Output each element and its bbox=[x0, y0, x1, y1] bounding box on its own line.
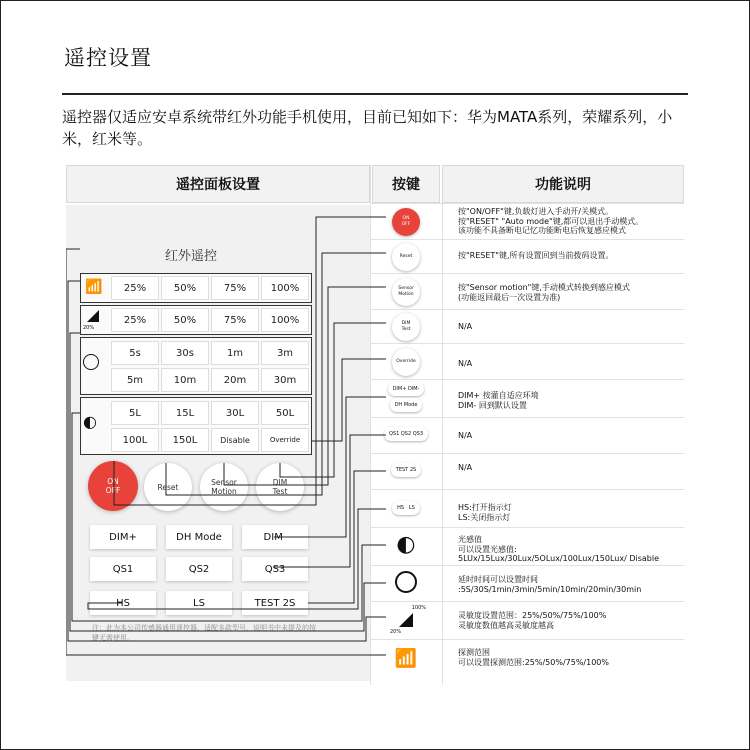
func-on-off: 按"ON/OFF"键,负载灯进入手动开/关模式。 按"RESET" "Auto mode"键,都可以退出手动模式。 该功能不具备断电记忆功能断电后恢复感应模式 bbox=[458, 207, 644, 235]
dim-test-label-1: DIM bbox=[272, 478, 288, 487]
sensitivity-group bbox=[80, 305, 312, 335]
reset-button[interactable] bbox=[144, 463, 192, 511]
test-key-pill: TEST 2S bbox=[391, 463, 421, 477]
hs-button[interactable]: HS bbox=[90, 591, 156, 615]
func-clock: 延时时间可以设置时间 :5S/30S/1min/3min/5min/10min/20min/30min bbox=[458, 575, 642, 594]
qs-key-pill: QS1 QS2 QS3 bbox=[384, 427, 428, 441]
range-75-button[interactable]: 75% bbox=[211, 276, 259, 300]
qs1-button[interactable]: QS1 bbox=[90, 557, 156, 581]
range-icon: 📶 bbox=[85, 279, 103, 295]
column-divider bbox=[370, 165, 371, 685]
lux-group bbox=[80, 397, 312, 455]
range-25-button[interactable]: 25% bbox=[111, 276, 159, 300]
sens-100-button[interactable]: 100% bbox=[261, 308, 309, 332]
func-range: 探测范围 可以设置探测范围:25%/50%/75%/100% bbox=[458, 648, 609, 667]
lux-key-icon: ◐ bbox=[396, 531, 416, 557]
on-off-label-2: OFF bbox=[105, 486, 121, 495]
override-key-icon: Override bbox=[392, 348, 420, 376]
lux-100-button[interactable]: 100L bbox=[111, 428, 159, 452]
sens-25-button[interactable]: 25% bbox=[111, 308, 159, 332]
lux-30-button[interactable]: 30L bbox=[211, 401, 259, 425]
dim-test-label-2: Test bbox=[272, 487, 288, 496]
on-off-button[interactable] bbox=[88, 461, 138, 511]
key-qs bbox=[374, 417, 438, 451]
func-dim: DIM+ 按灌自适应环境 DIM- 回到默认设置 bbox=[458, 391, 539, 410]
lux-5-button[interactable]: 5L bbox=[111, 401, 159, 425]
dim-key-pill: DIM+ DIM- bbox=[388, 382, 425, 396]
clock-key-icon bbox=[395, 571, 417, 593]
on-off-key-icon: ON OFF bbox=[392, 208, 420, 236]
hold-time-group bbox=[80, 337, 312, 395]
reset-key-icon: Reset bbox=[392, 243, 420, 271]
row-divider bbox=[370, 203, 684, 204]
lux-15-button[interactable]: 15L bbox=[161, 401, 209, 425]
time-1m-button[interactable]: 1m bbox=[211, 341, 259, 365]
sensitivity-icon bbox=[87, 310, 99, 322]
sensor-label-1: Sensor bbox=[211, 478, 237, 487]
remote-panel bbox=[66, 205, 370, 681]
key-sensitivity bbox=[374, 603, 438, 637]
sensor-label-2: Motion bbox=[211, 487, 237, 496]
test-2s-button[interactable]: TEST 2S bbox=[242, 591, 308, 615]
time-10m-button[interactable]: 10m bbox=[161, 368, 209, 392]
clock-icon bbox=[83, 354, 99, 370]
override-button[interactable]: Override bbox=[261, 428, 309, 452]
key-override bbox=[374, 345, 438, 379]
page-title: 遥控设置 bbox=[64, 46, 152, 70]
func-override: N/A bbox=[458, 359, 473, 368]
qs2-button[interactable]: QS2 bbox=[166, 557, 232, 581]
key-reset bbox=[374, 240, 438, 274]
lux-icon: ◐ bbox=[83, 412, 97, 431]
reset-label: Reset bbox=[157, 482, 179, 492]
time-30s-button[interactable]: 30s bbox=[161, 341, 209, 365]
sensor-key-icon: Sensor Motion bbox=[392, 278, 420, 306]
intro-text: 遥控器仅适应安卓系统带红外功能手机使用，目前已知如下：华为MATA系列，荣耀系列，小米，红米等。 bbox=[62, 108, 673, 148]
func-sensitivity: 灵敏度设置范围：25%/50%/75%/100% 灵敏度数值越高灵敏度越高 bbox=[458, 611, 607, 630]
sensitivity-key-icon bbox=[399, 613, 413, 627]
key-column bbox=[374, 205, 438, 685]
key-dim bbox=[374, 380, 438, 414]
lux-150-button[interactable]: 150L bbox=[161, 428, 209, 452]
time-5m-button[interactable]: 5m bbox=[111, 368, 159, 392]
func-test: N/A bbox=[458, 463, 473, 472]
dh-mode-key-pill: DH Mode bbox=[390, 398, 423, 412]
remote-settings-figure bbox=[66, 165, 684, 685]
time-3m-button[interactable]: 3m bbox=[261, 341, 309, 365]
header-function: 功能说明 bbox=[442, 165, 684, 203]
lux-disable-button[interactable]: Disable bbox=[211, 428, 259, 452]
lux-50-button[interactable]: 50L bbox=[261, 401, 309, 425]
func-sensor: 按"Sensor motion"键,手动模式转换到感应模式 (功能返回最后一次设置为准) bbox=[458, 283, 630, 302]
dh-mode-button[interactable]: DH Mode bbox=[166, 525, 232, 549]
range-group bbox=[80, 273, 312, 303]
func-reset: 按"RESET"键,所有设置回到当前拨码设置。 bbox=[458, 251, 614, 260]
panel-note: 注：此为本公司传感器通用遥控器，适配多款型号，说明书中未提及的按键无需使用。 bbox=[92, 624, 316, 642]
func-dim-test: N/A bbox=[458, 322, 473, 331]
key-clock bbox=[374, 565, 438, 599]
ls-button[interactable]: LS bbox=[166, 591, 232, 615]
range-key-icon: 📶 bbox=[394, 647, 418, 669]
column-divider bbox=[442, 165, 443, 685]
header-key: 按键 bbox=[372, 165, 440, 203]
sensor-motion-button[interactable] bbox=[200, 463, 248, 511]
qs3-button[interactable]: QS3 bbox=[242, 557, 308, 581]
time-20m-button[interactable]: 20m bbox=[211, 368, 259, 392]
panel-title: 红外遥控 bbox=[164, 249, 217, 264]
dim-test-key-icon: DIM Test bbox=[392, 313, 420, 341]
key-sensor bbox=[374, 275, 438, 309]
key-dim-test bbox=[374, 310, 438, 344]
on-off-label-1: ON bbox=[107, 477, 119, 486]
sens-key-top-label: 100% bbox=[411, 605, 426, 611]
sens-75-button[interactable]: 75% bbox=[211, 308, 259, 332]
range-100-button[interactable]: 100% bbox=[261, 276, 309, 300]
dim-plus-button[interactable]: DIM+ bbox=[90, 525, 156, 549]
key-on-off bbox=[374, 205, 438, 239]
func-hs-ls: HS:打开指示灯 LS:关闭指示灯 bbox=[458, 503, 512, 522]
key-hs-ls bbox=[374, 491, 438, 525]
sensitivity-min-label: 20% bbox=[83, 325, 95, 331]
time-5s-button[interactable]: 5s bbox=[111, 341, 159, 365]
dim-test-button[interactable] bbox=[256, 463, 304, 511]
title-divider bbox=[62, 93, 688, 95]
func-lux: 光感值 可以设置光感值: 5LUx/15Lux/30Lux/5OLux/100Lux/150Lux/ Disable bbox=[458, 535, 660, 563]
key-range bbox=[374, 641, 438, 675]
range-50-button[interactable]: 50% bbox=[161, 276, 209, 300]
key-test bbox=[374, 453, 438, 487]
dim-minus-button[interactable]: DIM- bbox=[242, 525, 308, 549]
sens-key-bottom-label: 20% bbox=[390, 629, 402, 635]
key-lux bbox=[374, 527, 438, 561]
func-qs: N/A bbox=[458, 431, 473, 440]
hs-ls-key-pill: HS LS bbox=[392, 501, 420, 515]
time-30m-button[interactable]: 30m bbox=[261, 368, 309, 392]
sens-50-button[interactable]: 50% bbox=[161, 308, 209, 332]
header-panel: 遥控面板设置 bbox=[66, 165, 370, 203]
